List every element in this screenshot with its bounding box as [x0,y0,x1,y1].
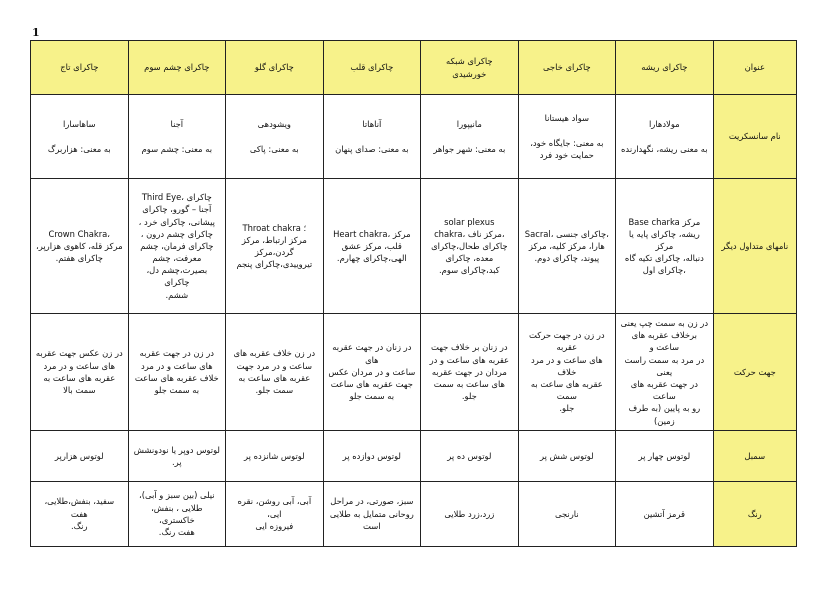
row-label: جهت حرکت [733,366,776,377]
table-cell [518,95,616,179]
cell-text: لوتوس دوپر یا نودونشش پر. [133,444,220,467]
table-row [31,179,797,314]
cell-text: قرمز آتشین [643,508,686,519]
table-cell [616,179,714,314]
table-cell [128,95,226,179]
table-cell [421,314,519,431]
row-label-cell [713,95,796,179]
table-cell [616,314,714,431]
table-cell [616,95,714,179]
table-cell [421,430,519,481]
table-cell [31,430,129,481]
table-cell [323,481,421,546]
header-root-chakra: چاکرای ریشه [641,62,688,73]
cell-text: لوتوس شش پر [539,450,594,461]
table-cell [128,430,226,481]
table-cell [31,179,129,314]
cell-text: ویشودهی به معنی: پاکی [249,119,299,154]
cell-text: سواد هیستانا به معنی: جایگاه خود، حمایت خود فرد [530,113,604,160]
cell-text: در زن در جهت عقربه های ساعت و در مرد خلاف عقربه های ساعت به سمت جلو [134,348,219,396]
table-cell [128,179,226,314]
cell-text: Sacral، چاکرای جنسی، هارا، مرکز کلیه، مرکز پیوند، چاکرای دوم. [524,228,609,264]
cell-text: Third Eye، چاکرای آجنا – گورو، چاکرای پیشانی، چاکرای خرد ، چاکرای چشم درون ، چاکرای فرمان، چشم معرفت، چشم بصیرت،چشم دل، چاکرای ششم. [138,192,215,300]
row-label: رنگ [747,508,762,519]
cell-text: سفید، بنفش،طلایی، هفت رنگ. [44,496,115,531]
row-label-cell [713,314,796,431]
cell-text: در زن خلاف عقربه های ساعت و در مرد جهت عقربه های ساعت به سمت جلو. [233,348,316,396]
header-row [31,41,797,95]
header-cell-third-eye [128,41,226,95]
row-label: سمبل [744,450,766,461]
table-cell [616,481,714,546]
table-cell [226,430,324,481]
header-label: عنوان [744,62,765,73]
table-cell [421,179,519,314]
table-row [31,95,797,179]
table-cell [518,481,616,546]
page-number: 1 [32,26,40,39]
header-label-cell [713,41,796,95]
header-cell-sacral [518,41,616,95]
cell-text: مولادهارا به معنی ریشه، نگهدارنده [621,119,708,154]
cell-text: در زن در جهت حرکت عقربه های ساعت و در مرد خلاف عقربه های ساعت به سمت جلو. [528,330,605,414]
table-cell [518,314,616,431]
table-row [31,314,797,431]
row-label: نامهای متداول دیگر [721,240,789,251]
cell-text: در زنان بر خلاف جهت عقربه های ساعت و در مردان در جهت عقربه های ساعت به سمت جلو. [429,342,510,402]
cell-text: مانیپورا به معنی: شهر جواهر [433,119,506,154]
cell-text: آجنا به معنی: چشم سوم [141,119,213,154]
table-cell [226,95,324,179]
header-crown-chakra: چاکرای تاج [60,62,99,73]
cell-text: در زن عکس جهت عقربه های ساعت و در مرد عقربه های ساعت به سمت بالا [35,348,123,396]
table-cell [31,314,129,431]
table-cell [518,179,616,314]
chakra-table [30,40,797,547]
table-cell [128,481,226,546]
cell-text: ساهاسارا به معنی: هزاربرگ [47,119,111,154]
cell-text: نارنجی [555,508,579,519]
table-cell [323,430,421,481]
cell-text: آناهاتا به معنی: صدای پنهان [335,119,409,154]
table-cell [31,95,129,179]
table-row [31,481,797,546]
cell-text: لوتوس هزارپر [54,450,104,461]
header-sacral-chakra: چاکرای خاجی [542,62,591,73]
row-label: نام سانسکریت [728,131,781,142]
header-cell-solar [421,41,519,95]
cell-text: زرد،زرد طلایی [444,508,495,519]
cell-text: Heart chakra، مرکز قلب، مرکز عشق الهی،چاکرای چهارم. [333,228,411,264]
cell-text: لوتوس ده پر [447,450,492,461]
cell-text: در زن به سمت چپ یعنی برخلاف عقربه های ساعت و در مرد به سمت راست یعنی در جهت عقربه های ساعت رو به پایین (به طرف زمین) [620,318,709,426]
cell-text: Throat chakra ؛ مرکز ارتباط، مرکز گردن،مرکز تیروییدی،چاکرای پنجم [236,222,313,270]
cell-text: آبی، آبی روشن، نقره ایی، فیروزه ایی [237,496,312,531]
table-cell [226,179,324,314]
table-cell [323,95,421,179]
table-cell [518,430,616,481]
table-row [31,430,797,481]
table-cell [226,314,324,431]
cell-text: سبز، صورتی، در مراحل روحانی متمایل به طلایی است [329,496,414,531]
row-label-cell [713,179,796,314]
table-cell [31,481,129,546]
header-heart-chakra: چاکرای قلب [350,62,394,73]
row-label-cell [713,481,796,546]
cell-text: لوتوس چهار پر [638,450,691,461]
cell-text: نیلی (بین سبز و آبی)، طلایی ، بنفش، خاکستری، هفت رنگ. [139,490,215,537]
cell-text: solar plexus chakra، مرکز ناف، چاکرای طحال،چاکرای معده، چاکرای کبد،چاکرای سوم. [431,216,508,276]
cell-text: لوتوس دوازده پر [342,450,401,461]
header-cell-crown [31,41,129,95]
table-cell [323,179,421,314]
cell-text: Base charka مرکز ریشه، چاکرای پایه یا مرکز دنباله، چاکرای تکیه گاه ،چاکرای اول [624,216,704,276]
table-cell [421,481,519,546]
header-third-eye-chakra: چاکرای چشم سوم [144,62,210,73]
header-cell-heart [323,41,421,95]
table-cell [128,314,226,431]
table-cell [226,481,324,546]
cell-text: لوتوس شانزده پر [243,450,305,461]
table-cell [421,95,519,179]
header-cell-throat [226,41,324,95]
table-cell [616,430,714,481]
table-cell [323,314,421,431]
header-throat-chakra: چاکرای گلو [254,62,294,73]
cell-text: Crown Chakra، مرکز قله، کاهوی هزارپر، چاکرای هفتم. [36,228,123,264]
header-solar-plexus-chakra: چاکرای شبکه خورشیدی [446,56,493,79]
header-cell-root [616,41,714,95]
cell-text: در زنان در جهت عقربه های ساعت و در مردان عکس جهت عقربه های ساعت به سمت جلو [328,342,416,402]
row-label-cell [713,430,796,481]
